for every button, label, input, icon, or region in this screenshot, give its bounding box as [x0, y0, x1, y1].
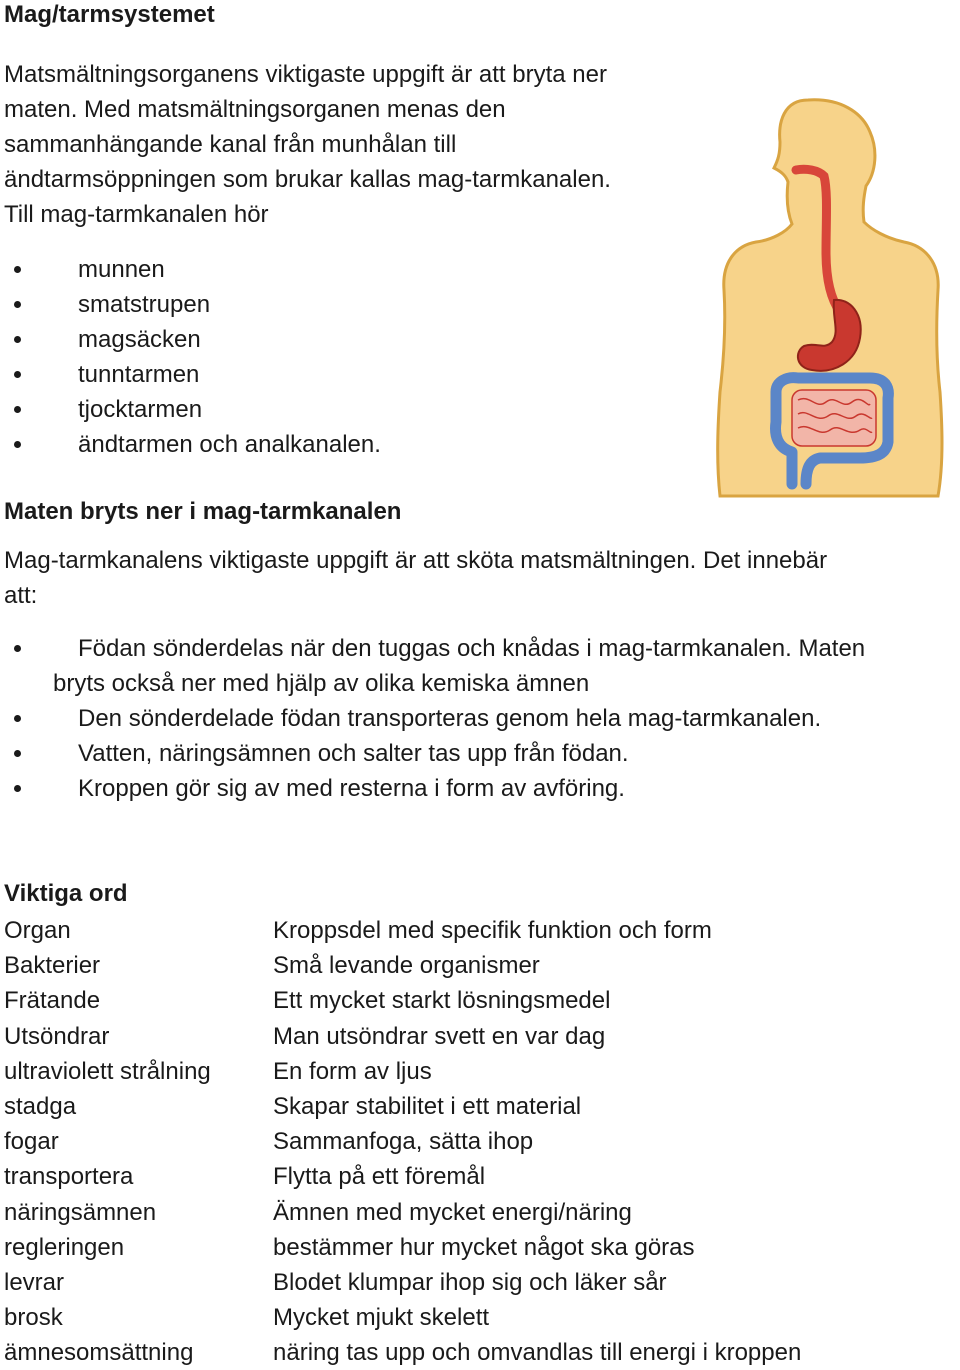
bullet-icon: [14, 750, 21, 757]
digestive-system-illustration-icon: [700, 92, 956, 504]
list-item-continuation: bryts också ner med hjälp av olika kemiska ämnen: [53, 670, 590, 697]
bullet-icon: [14, 301, 21, 308]
table-row: [0, 983, 960, 1018]
vocab-term: regleringen: [4, 1233, 125, 1261]
vocab-definition: Flytta på ett föremål: [273, 1163, 486, 1191]
table-row: [0, 913, 960, 948]
vocab-term: ultraviolett strålning: [4, 1057, 211, 1085]
table-row: [0, 1124, 960, 1159]
intro-line-2: maten. Med matsmältningsorganen menas den: [4, 96, 506, 123]
vocab-term: Utsöndrar: [4, 1022, 110, 1050]
table-row: [0, 1195, 960, 1230]
vocab-term: levrar: [4, 1269, 65, 1296]
vocab-term: brosk: [4, 1304, 63, 1332]
table-row: [0, 1019, 960, 1054]
vocab-definition: En form av ljus: [273, 1057, 432, 1085]
intro-line-1: Matsmältningsorganens viktigaste uppgift är att bryta ner: [4, 61, 607, 88]
vocab-definition: Blodet klumpar ihop sig och läker sår: [273, 1269, 667, 1296]
vocab-term: stadga: [4, 1093, 77, 1120]
bullet-icon: [14, 715, 21, 722]
section-intro-line-2: att:: [4, 582, 38, 609]
vocab-definition: Skapar stabilitet i ett material: [273, 1093, 582, 1120]
table-row: [0, 948, 960, 983]
bullet-icon: [14, 371, 21, 378]
section-intro-line-1: Mag-tarmkanalens viktigaste uppgift är att sköta matsmältningen. Det innebär: [4, 547, 828, 574]
table-row: [0, 1300, 960, 1335]
vocab-definition: Ämnen med mycket energi/näring: [273, 1198, 632, 1226]
table-row: [0, 1089, 960, 1124]
bullet-icon: [14, 645, 21, 652]
bullet-icon: [14, 441, 21, 448]
bullet-icon: [14, 406, 21, 413]
table-row: [0, 1230, 960, 1265]
vocabulary-heading: Viktiga ord: [4, 880, 128, 907]
bullet-icon: [14, 266, 21, 273]
table-row: [0, 1335, 960, 1370]
vocab-definition: Man utsöndrar svett en var dag: [273, 1022, 606, 1050]
vocab-term: fogar: [4, 1128, 59, 1156]
page-title: Mag/tarmsystemet: [4, 1, 215, 28]
intro-line-4: ändtarmsöppningen som brukar kallas mag-tarmkanalen.: [4, 166, 611, 193]
intro-line-3: sammanhängande kanal från munhålan till: [4, 131, 457, 158]
vocab-definition: näring tas upp och omvandlas till energi i kroppen: [273, 1339, 802, 1367]
vocab-term: Frätande: [4, 987, 101, 1015]
vocab-term: transportera: [4, 1163, 134, 1191]
table-row: [0, 1054, 960, 1089]
bullet-icon: [14, 785, 21, 792]
vocab-term: ämnesomsättning: [4, 1339, 194, 1367]
vocab-term: näringsämnen: [4, 1198, 157, 1226]
bullet-icon: [14, 336, 21, 343]
vocab-definition: Mycket mjukt skelett: [273, 1304, 490, 1332]
vocab-term: Organ: [4, 917, 71, 944]
table-row: [0, 1159, 960, 1194]
vocab-definition: bestämmer hur mycket något ska göras: [273, 1233, 695, 1261]
intro-line-5: Till mag-tarmkanalen hör: [4, 201, 269, 228]
section-heading: Maten bryts ner i mag-tarmkanalen: [4, 498, 402, 525]
vocab-term: Bakterier: [4, 952, 101, 980]
vocab-definition: Ett mycket starkt lösningsmedel: [273, 987, 611, 1015]
table-row: [0, 1265, 960, 1300]
vocab-definition: Sammanfoga, sätta ihop: [273, 1128, 534, 1156]
vocab-definition: Små levande organismer: [273, 952, 540, 980]
vocab-definition: Kroppsdel med specifik funktion och form: [273, 917, 712, 944]
